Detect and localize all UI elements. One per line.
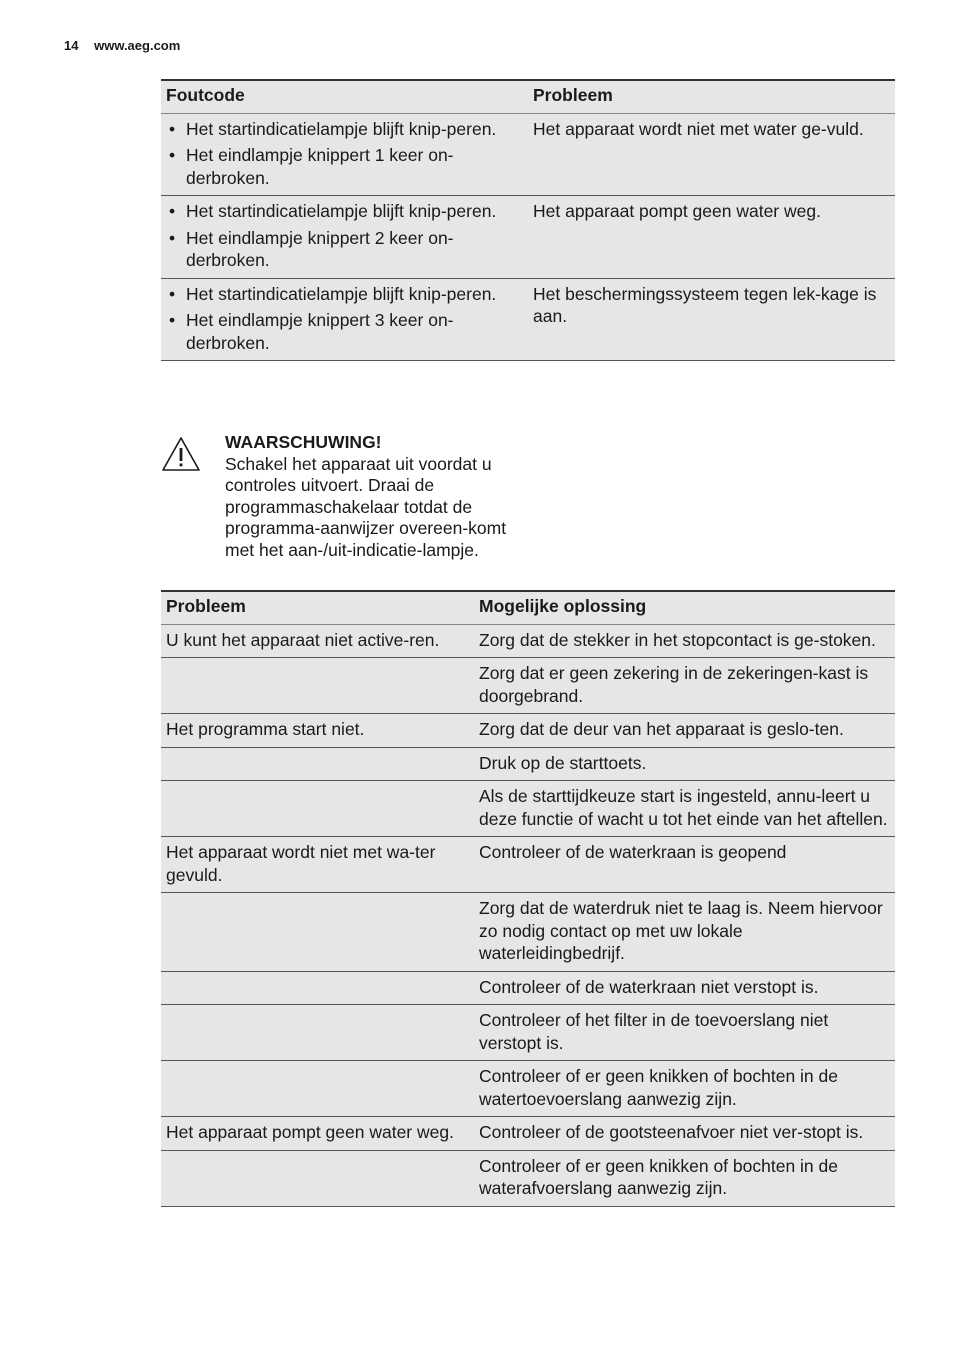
solution-cell: Als de starttijdkeuze start is ingesteld, annu-leert u deze functie of wacht u tot het einde van het aftellen. <box>474 781 895 837</box>
solution-cell: Controleer of er geen knikken of bochten in de watertoevoerslang aanwezig zijn. <box>474 1061 895 1117</box>
problem-cell <box>161 893 474 972</box>
warning-box <box>161 432 521 561</box>
solution-cell: Druk op de starttoets. <box>474 747 895 781</box>
solution-cell: Zorg dat de stekker in het stopcontact is ge-stoken. <box>474 624 895 658</box>
problem-cell: Het apparaat wordt niet met water ge-vuld. <box>528 113 895 196</box>
column-header-foutcode: Foutcode <box>161 80 528 113</box>
solution-cell: Controleer of de waterkraan niet verstopt is. <box>474 971 895 1005</box>
warning-text: Schakel het apparaat uit voordat u controles uitvoert. Draai de programmaschakelaar totdat de programma-aanwijzer overeen-komt met het aan-/uit-indicatie-lampje. <box>225 453 507 560</box>
solution-cell: Zorg dat de waterdruk niet te laag is. Neem hiervoor zo nodig contact op met uw lokale waterleidingbedrijf. <box>474 893 895 972</box>
table-row <box>161 893 895 972</box>
website-url: www.aeg.com <box>94 38 181 53</box>
table-row <box>161 624 895 658</box>
error-code-cell <box>161 113 528 196</box>
list-item: • Het eindlampje knippert 3 keer on-derbroken. <box>166 309 523 354</box>
error-code-cell <box>161 278 528 361</box>
error-code-table <box>161 79 895 361</box>
problem-cell: Het programma start niet. <box>161 714 474 748</box>
column-header-mogelijke-oplossing: Mogelijke oplossing <box>474 591 895 624</box>
list-item: • Het startindicatielampje blijft knip-peren. <box>166 200 523 223</box>
list-item: • Het startindicatielampje blijft knip-peren. <box>166 283 523 306</box>
problem-cell <box>161 1005 474 1061</box>
problem-cell: Het apparaat pompt geen water weg. <box>161 1117 474 1151</box>
table-row <box>161 714 895 748</box>
error-code-cell <box>161 196 528 279</box>
problem-cell <box>161 971 474 1005</box>
solution-cell: Controleer of het filter in de toevoerslang niet verstopt is. <box>474 1005 895 1061</box>
table-row <box>161 278 895 361</box>
table-header-row <box>161 591 895 624</box>
column-header-probleem: Probleem <box>528 80 895 113</box>
problem-cell: U kunt het apparaat niet active-ren. <box>161 624 474 658</box>
solution-cell: Controleer of de gootsteenafvoer niet ver-stopt is. <box>474 1117 895 1151</box>
solution-cell: Controleer of er geen knikken of bochten in de waterafvoerslang aanwezig zijn. <box>474 1150 895 1206</box>
problem-cell: Het beschermingssysteem tegen lek-kage is aan. <box>528 278 895 361</box>
problem-cell <box>161 1061 474 1117</box>
table-row <box>161 1061 895 1117</box>
warning-title: WAARSCHUWING! <box>225 432 382 452</box>
table-row <box>161 658 895 714</box>
problem-cell: Het apparaat wordt niet met wa-ter gevuld. <box>161 837 474 893</box>
list-item: • Het eindlampje knippert 1 keer on-derbroken. <box>166 144 523 189</box>
solution-table <box>161 590 895 1207</box>
page-number: 14 <box>64 38 79 53</box>
page-header <box>64 38 180 53</box>
solution-cell: Zorg dat de deur van het apparaat is geslo-ten. <box>474 714 895 748</box>
table-row <box>161 113 895 196</box>
table-row <box>161 837 895 893</box>
table-header-row <box>161 80 895 113</box>
problem-cell <box>161 747 474 781</box>
warning-triangle-icon <box>161 436 201 472</box>
solution-cell: Zorg dat er geen zekering in de zekeringen-kast is doorgebrand. <box>474 658 895 714</box>
problem-cell: Het apparaat pompt geen water weg. <box>528 196 895 279</box>
table-row <box>161 971 895 1005</box>
column-header-probleem: Probleem <box>161 591 474 624</box>
problem-cell <box>161 658 474 714</box>
table-row <box>161 1150 895 1206</box>
table-row <box>161 196 895 279</box>
solution-cell: Controleer of de waterkraan is geopend <box>474 837 895 893</box>
table-row <box>161 1005 895 1061</box>
problem-cell <box>161 1150 474 1206</box>
problem-cell <box>161 781 474 837</box>
list-item: • Het startindicatielampje blijft knip-peren. <box>166 118 523 141</box>
table-row <box>161 781 895 837</box>
table-row <box>161 747 895 781</box>
table-row <box>161 1117 895 1151</box>
list-item: • Het eindlampje knippert 2 keer on-derbroken. <box>166 227 523 272</box>
